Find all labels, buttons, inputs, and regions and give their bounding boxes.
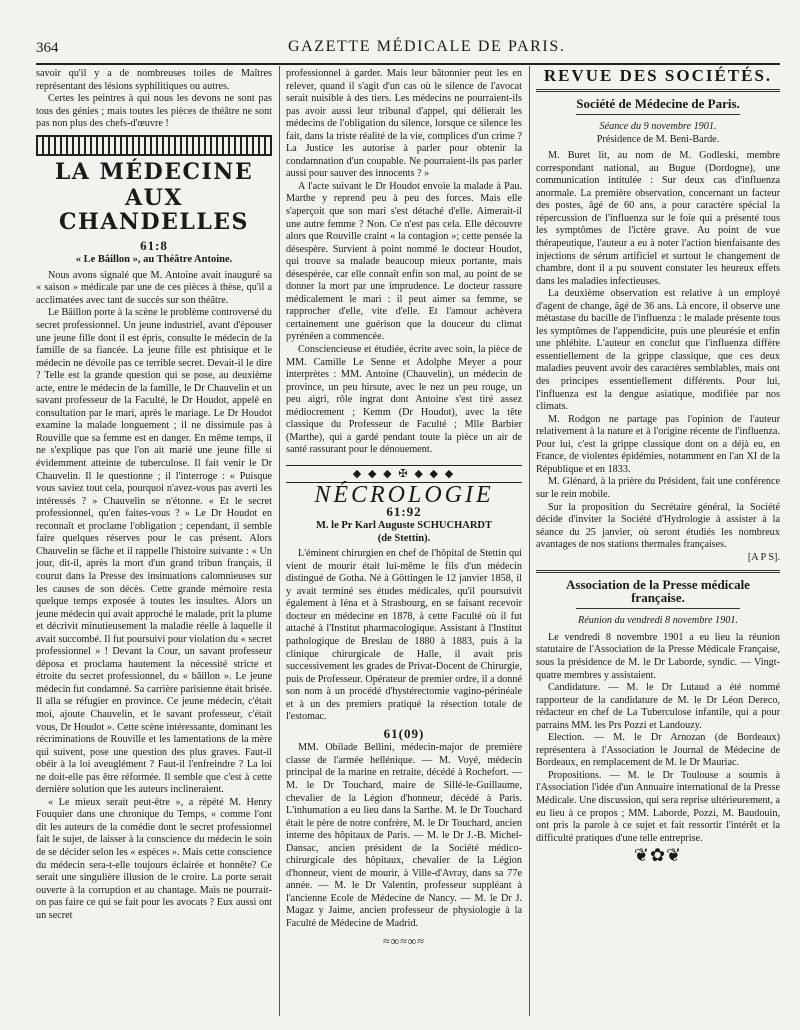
paragraph: M. Buret lit, au nom de M. Godleski, membre correspondant national, au Bugue (Dordogne), une communication intitulée : Sur deux cas d'influenza anormale. La première observation, concernant un facteur des postes, âgé de 60 ans, a pour caractère spécial la répercussion de l'influenza sur le foie qui a présenté tous les symptômes de l'ictère grave. Au point de vue thérapeutique, l'auteur a eu à noter l'action bienfaisante des injections de sérum artificiel et surtout le changement de chambre, dont il a pu souvent constater les heureux effets dans les maladies infectieuses. [536,150,780,287]
article-subtitle: « Le Bâillon », au Théâtre Antoine. [75,254,233,266]
end-ornament: ❦✿❦ [633,845,683,866]
ornament-band: ◆ ◆ ◆ ✠ ◆ ◆ ◆ [286,465,522,483]
article-subtitle: M. le Pr Karl Auguste SCHUCHARDT [316,520,492,532]
column-3 [536,66,780,866]
section-title: REVUE DES SOCIÉTÉS. [543,66,773,85]
section-title: LA MÉDECINE [54,158,254,185]
classification-number: 61:8 [140,237,168,253]
section-title-line-2: AUX CHANDELLES [59,184,249,235]
paragraph: Propositions. — M. le Dr Toulouse a soumis à l'Association l'idée d'un Annuaire international de la Presse Médicale. Une discussion, qui sera reprise ultérieurement, a eu lieu à ce propos ; MM. Laborde, Pozzi, M. Baudouin, ont pris la parole à ce sujet et fait ressortir l'intérêt et la difficulté pratiques d'une telle entreprise. [536,769,780,844]
divider [536,89,780,92]
paragraph: Nous avons signalé que M. Antoine avait inauguré sa « saison » médicale par une de ces pièces à thèse, qu'il a acclimatées avec tant de succès sur son théâtre. [36,269,272,306]
paragraph: « Le mieux serait peut-être », a répété M. Henry Fouquier dans une chronique du Temps, « comme l'ont dit les auteurs de la comédie dont le secret professionnel fait le sujet, de laisser à la conscience du médecin le soin de se décider selon les « espèces ». Mais cette conscience du médecin sera-t-elle toujours éclairée et honnête? Ce serait une singulière illusion de le croire. La porte serait ouverte à la corruption et au chantage. Mais ne pourrait-on pas faire ce qui se fait pour les avocats ? Eux aussi ont un secret [36,796,272,921]
paragraph: Sur la proposition du Secrétaire général, la Société décide d'inviter la Société d'Hydrologie à assister à la séance du 25 janvier, où seront étudiés les nombreux avantages de nos stations thermales françaises. [536,501,780,551]
paragraph: M. Rodgon ne partage pas l'opinion de l'auteur relativement à la nature et à l'origine récente de l'influenza. Pour lui, c'est la grippe classique dont on a déjà eu, en France, de violentes épidémies, notamment en l'an XI de la République et en 1833. [536,413,780,475]
header-rule [36,63,780,65]
paragraph: Certes les peintres à qui nous les devons ne sont pas tous des génies ; mais toutes les pièces de théâtre ne sont pas non plus des chefs-d'œuvre ! [36,93,272,130]
article-subtitle-line-2: (de Stettin). [377,532,431,544]
paragraph: La deuxième observation est relative à un employé d'agent de change, âgé de 36 ans. Là encore, il observe une métastase du bacille de l'influenza : le malade présente tous les symptômes de l'appendicite, puis une pleurésie et enfin une phlébite. L'auteur en conclut que l'influenza diffère essentiellement de la grippe classique, que ces deux maladies peuvent avoir des caractères semblables, mais ont des principes essentiellement différents. Pour lui, l'influenza est la dengue asiatique, modifiée par nos climats. [536,288,780,413]
column-1 [36,68,272,922]
paragraph: Le vendredi 8 novembre 1901 a eu lieu la réunion statutaire de l'Association de la Presse Médicale Française, sous la présidence de M. le Dr Laborde, syndic. — Vingt-quatre membres y assistaient. [536,631,780,681]
column-divider-1 [279,66,280,1016]
paragraph: Consciencieuse et étudiée, écrite avec soin, la pièce de MM. Camille Le Senne et Adolphe Meyer a pour interprètes : MM. Antoine (Chauvelin), un médecin de province, un peu hirsute, avec le nez un peu rouge, un peu aigri, rôle ingrat dont Antoine s'est tiré assez médiocrement ; Kemm (Dr Houdot), avec la tête classique du Professeur de Faculté ; Mlle Barbier (Marthe), qui a gardé pendant toute la pièce un air de santé rassurant pour le dénouement. [286,344,522,456]
association-title-line-2: française. [631,589,685,605]
paragraph: professionnel à garder. Mais leur bâtonnier peut les en relever, quand il s'agit d'un cas où le silence de l'avocat serait nuisible à des tiers. Les médecins ne pourraient-ils pas avoir aussi leur tribunal d'appel, qui délierait les médecins de l'obligation du silence, lorsque ce silence les fait, dans la triste réalité de la vie, complices d'un crime ? La Justice les autorise à parler pour obtenir la condamnation d'un coupable. Ne pourraient-ils pas parler aussi pour sauver des innocents ? » [286,68,522,180]
section-title: NÉCROLOGIE [314,481,494,508]
decorative-banner [36,135,272,156]
paragraph: Le Bâillon porte à la scène le problème controversé du secret professionnel. Un jeune industriel, avant d'épouser une jeune fille dont il est épris, consulte le médecin de la famille de sa fiancée. La jeune fille est phtisique et le médecin ne dévoile pas ce terrible secret. Devait-il le dire ? Telle est la grande question qui se pose, au deuxième acte, entre le médecin de la famille, le Dr Chauvelin et un savant professeur de la Faculté, le Dr Houdot, appelé en consultation par le mari, après le mariage. Le Dr Houdot examine la malade longuement ; il ne dissimule pas à Rouville que sa femme est en danger. En même temps, il ne s'explique pas que l'on ait marié une jeune fille si évidemment atteinte de tuberculose. Il fait venir le Dr Chauvelin. Il le questionne ; il l'interroge : « Puisque vous saviez tout cela, pourquoi n'avez-vous pas averti les intéressés ? » Chauvelin se n'étonne. « Et le secret professionnel, qu'en faites-vous ? » Le Dr Houdot en reconnaît et proclame l'obligation ; cependant, il semble faire quelques réserves pour le cas présent. Alors Chauvelin se fâche et il rappelle l'histoire suivante : « Un jour, dit-il, après la mort d'un grand tribun français, il courut dans la Presse des insinuations calomnieuses sur les causes de son décès. Cette grande mémoire resta quelque temps exposée à toutes les insultes. Alors un jeune médecin qui avait approché le malade, prit la plume et décrivit minutieusement la maladie réelle à laquelle il avait succombé. Il fut poursuivi pour violation du « secret professionnel » ! Devant la Cour, un savant professeur déposa et proclama hautement la nécessité stricte et étroite du secret professionnel, du « bâillon ». Le jeune médecin fut condamné. Sa carrière parisienne était brisée. Il alla se réfugier en province. Ce jeune médecin, c'était moi, ajoute Chauvelin, et le savant professeur, c'était vous, Dr Houdot ». Cette scène intéressante, dominant les récriminations de Rouville et les lamentations de la mère qui suivent, pose une question des plus graves. Faut-il obéir à la loi aveuglément ? Faut-il l'enfreindre ? La loi ne doit-elle pas être réformée. Il semble que c'est à cette dernière solution que les auteurs inclineraient. [36,307,272,796]
footer-ornament: ≈∞≈∞≈ [383,933,425,948]
paragraph: M. Glénard, à la prière du Président, fait une conférence sur le rein mobile. [536,476,780,500]
paragraph: savoir qu'il y a de nombreuses toiles de Maîtres représentant des lésions syphilitiques ou autres. [36,68,272,92]
paragraph: Candidature. — M. le Dr Lutaud a été nommé rapporteur de la candidature de M. le Dr Léon Dereco, rédacteur en chef de La Tuberculose infantile, qui a pour parrains MM. les Prs Pozzi et Landouzy. [536,682,780,731]
meeting-date: Réunion du vendredi 8 novembre 1901. [578,615,738,627]
session-date: Séance du 9 novembre 1901. [599,121,717,133]
page-header [36,36,780,60]
signature: [A P S]. [747,551,780,563]
journal-title: GAZETTE MÉDICALE DE PARIS. [288,38,566,55]
divider [576,608,740,609]
presidency: Présidence de M. Beni-Barde. [596,133,720,145]
classification-number: 61(09) [383,725,425,741]
page-number: 364 [36,40,59,56]
paragraph: Election. — M. le Dr Arnozan (de Bordeaux) représentera à l'Association le Journal de Médecine de Bordeaux, en remplacement de M. le Dr Mauriac. [536,732,780,769]
classification-number: 61:92 [386,503,422,519]
column-2 [286,68,522,947]
divider [536,570,780,573]
paragraph: L'éminent chirurgien en chef de l'hôpital de Stettin qui vient de mourir était lui-même le fils d'un médecin distingué de Gotha. Né à Göttingen le 12 janvier 1858, il y avait terminé ses études médicales, qu'il poursuivit également à Iéna et à Strasbourg, en se faisant recevoir docteur en médecine en 1878, à cette Faculté où il fut attaché à l'Institut pharmacologique. Assistant à l'Institut pathologique de Breslau de 1880 à 1883, puis à la clinique chirurgicale de Halle, il avait pris successivement les grades de Privat-Docent de Chirurgie, puis de Professeur. Opérateur de premier ordre, il a donné son nom à un procédé d'hystérectomie vagino-périnéale et à un des premiers pratiqué la résection totale de l'estomac. [286,548,522,723]
divider [576,114,740,115]
society-title: Société de Médecine de Paris. [576,95,740,111]
column-divider-2 [529,66,530,1016]
paragraph: A l'acte suivant le Dr Houdot envoie la malade à Pau. Marthe y reprend peu à peu des forces. Mais elle s'aperçoit que son mari s'est détaché d'elle. Aimerait-il une autre femme ? Non. Ce n'est pas cela. Elle découvre alors que Rouville craint « la contagion »; cette pensée la désespère. Survient à point nommé le docteur Houdot, qui trouve sa malade beaucoup mieux portante, mais désespérée, car elle connaît enfin son mal, au point de se donner la mort par une imprudence. Le docteur rassure médicalement le mari : il peut aimer sa femme, se rapprocher d'elle, vite d'elle. Et l'amour achèvera certainement une guérison que la douceur du climat pyrénéen a commencée. [286,180,522,343]
paragraph: MM. Obilade Bellini, médecin-major de première classe de l'armée hellénique. — M. Voyé, médecin principal de la marine en retraite, décédé à Rochefort. — M. le Dr Touchard, maire de Sillé-le-Guillaume, chevalier de la Légion d'honneur, décédé à Paris. L'inhumation a eu lieu dans la Sarthe. M. le Dr Touchard était le père de notre confrère, M. le Dr Touchard, ancien interne des hôpitaux de Paris. — M. le Dr J.-B. Michel-Dansac, ancien président de la Société médico-chirurgicale des hôpitaux, chevalier de la Légion d'honneur, vient de mourir, à Ville-d'Avray, dans sa 77e année. — M. le Dr Valentin, professeur suppléant à l'ancienne Ecole de Médecine de Nancy. — M. le Dr J. Magaz y Jaime, ancien professeur de physiologie à la Faculté de Médecine de Madrid. [286,742,522,929]
association-title: Association de la Presse médicale [566,577,750,593]
